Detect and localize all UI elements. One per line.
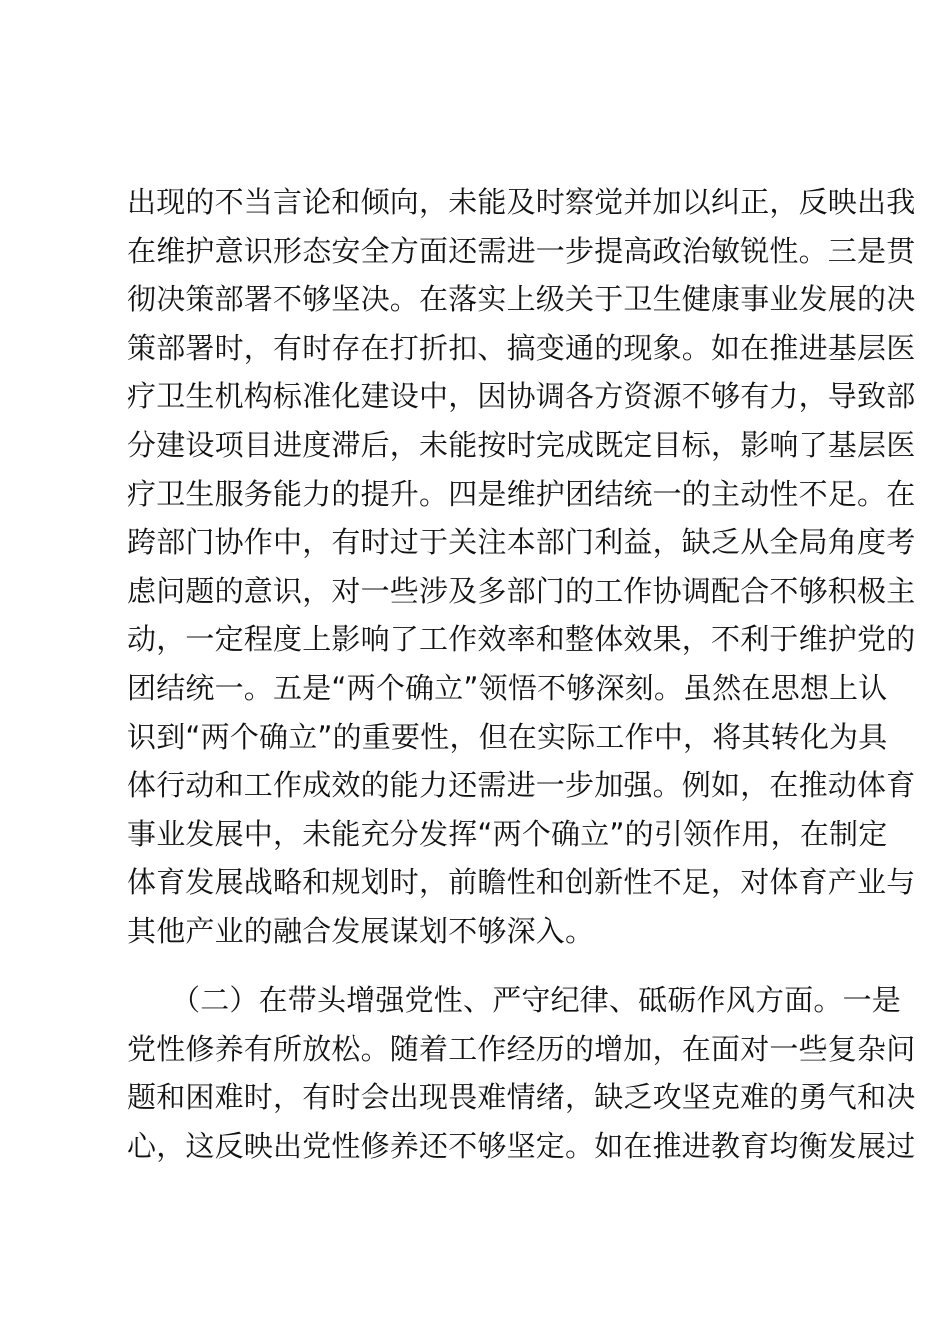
text-line: 事业发展中，未能充分发挥“两个确立”的引领作用，在制定	[127, 816, 888, 851]
text-line: 彻决策部署不够坚决。在落实上级关于卫生健康事业发展的决	[127, 282, 916, 317]
text-line: 在维护意识形态安全方面还需进一步提高政治敏锐性。三是贯	[127, 233, 916, 268]
text-line: 出现的不当言论和倾向，未能及时察觉并加以纠正，反映出我	[127, 185, 916, 219]
text-line: 疗卫生服务能力的提升。四是维护团结统一的主动性不足。在	[127, 476, 916, 511]
text-line: 动，一定程度上影响了工作效率和整体效果，不利于维护党的	[127, 622, 916, 657]
text-line: 体行动和工作成效的能力还需进一步加强。例如，在推动体育	[127, 768, 916, 803]
paragraph-1	[127, 178, 916, 956]
paragraph-2	[127, 976, 916, 1170]
text-line-indented: （二）在带头增强党性、严守纪律、砥砺作风方面。一是	[171, 983, 902, 1017]
text-line: 分建设项目进度滞后，未能按时完成既定目标，影响了基层医	[127, 427, 916, 462]
text-line: 团结统一。五是“两个确立”领悟不够深刻。虽然在思想上认	[127, 670, 888, 705]
text-line: 虑问题的意识，对一些涉及多部门的工作协调配合不够积极主	[127, 573, 916, 608]
text-line: 其他产业的融合发展谋划不够深入。	[127, 913, 595, 948]
text-line: 策部署时，有时存在打折扣、搞变通的现象。如在推进基层医	[127, 330, 916, 365]
text-line: 心，这反映出党性修养还不够坚定。如在推进教育均衡发展过	[127, 1128, 916, 1163]
text-line: 识到“两个确立”的重要性，但在实际工作中，将其转化为具	[127, 719, 888, 754]
text-line: 体育发展战略和规划时，前瞻性和创新性不足，对体育产业与	[127, 865, 916, 900]
text-line: 题和困难时，有时会出现畏难情绪，缺乏攻坚克难的勇气和决	[127, 1080, 916, 1115]
text-line: 跨部门协作中，有时过于关注本部门利益，缺乏从全局角度考	[127, 525, 916, 560]
text-line: 疗卫生机构标准化建设中，因协调各方资源不够有力，导致部	[127, 379, 916, 414]
text-line: 党性修养有所放松。随着工作经历的增加，在面对一些复杂问	[127, 1031, 916, 1066]
